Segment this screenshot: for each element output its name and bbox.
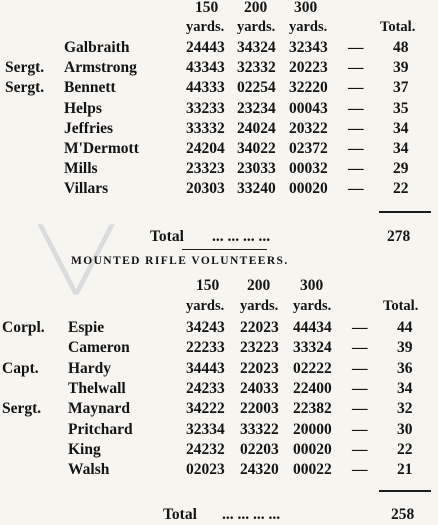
row-total: 37	[393, 79, 409, 97]
dash: —	[352, 379, 368, 397]
score-row	[0, 460, 438, 480]
dash: —	[348, 59, 364, 77]
shooter-name: Armstrong	[64, 59, 137, 77]
score-300: 20223	[289, 59, 328, 77]
header-300: 300	[294, 0, 318, 16]
score-150: 24204	[186, 140, 225, 157]
unit-150: yards.	[186, 298, 225, 314]
score-row	[0, 159, 438, 179]
score-150: 20303	[186, 180, 225, 198]
rank: Corpl.	[2, 319, 45, 336]
row-total: 34	[393, 140, 409, 157]
score-300: 22382	[293, 400, 332, 418]
score-150: 02023	[186, 461, 225, 479]
score-row	[0, 338, 438, 358]
unit-300: yards.	[293, 298, 332, 314]
row-total: 29	[393, 160, 409, 178]
dash: —	[352, 440, 368, 458]
shooter-name: Maynard	[68, 400, 130, 418]
shooter-name: M'Dermott	[64, 140, 139, 157]
rank: Sergt.	[5, 59, 45, 77]
total-header: Total.	[380, 19, 416, 35]
faint-watermark: ╲╱	[40, 227, 113, 293]
dash: —	[352, 319, 368, 336]
score-150: 33233	[186, 99, 225, 117]
score-150: 32334	[186, 420, 225, 438]
score-150: 33332	[186, 119, 225, 137]
dash: —	[348, 79, 364, 97]
score-300: 02372	[289, 140, 328, 157]
dash: —	[348, 180, 364, 198]
score-150: 23323	[186, 160, 225, 178]
shooter-name: King	[68, 440, 101, 458]
score-150: 43343	[186, 59, 225, 77]
dash: —	[348, 160, 364, 178]
score-300: 20000	[293, 420, 332, 438]
score-300: 32343	[289, 39, 328, 56]
row-total: 36	[397, 359, 413, 377]
dash: —	[352, 359, 368, 377]
score-200: 22023	[240, 359, 279, 377]
score-300: 00032	[289, 160, 328, 178]
score-row	[0, 58, 438, 78]
score-300: 44434	[293, 319, 332, 336]
unit-200: yards.	[237, 19, 276, 35]
header-200: 200	[247, 277, 271, 294]
section1-distance-header	[0, 0, 438, 18]
shooter-name: Pritchard	[68, 420, 133, 438]
row-total: 30	[397, 420, 413, 438]
score-150: 24232	[186, 440, 225, 458]
shooter-name: Galbraith	[64, 39, 130, 56]
score-300: 33324	[293, 339, 332, 357]
rank: Sergt.	[5, 79, 45, 97]
total-dots: ... ... ... ...	[222, 506, 281, 523]
section-separator	[182, 249, 267, 250]
section2-distance-header	[0, 276, 438, 296]
unit-300: yards.	[289, 19, 328, 35]
score-200: 23234	[237, 99, 276, 117]
total-value: 258	[391, 506, 415, 523]
row-total: 44	[397, 319, 413, 336]
shooter-name: Helps	[64, 99, 102, 117]
total-header: Total.	[383, 298, 419, 314]
score-200: 24024	[237, 119, 276, 137]
dash: —	[348, 99, 364, 117]
dash: —	[352, 420, 368, 438]
dash: —	[352, 400, 368, 418]
score-200: 34022	[237, 140, 276, 157]
score-row	[0, 119, 438, 139]
total-label: Total	[163, 506, 197, 523]
header-150: 150	[196, 277, 220, 294]
score-row	[0, 318, 438, 338]
total-label: Total	[150, 228, 184, 245]
score-200: 33240	[237, 180, 276, 198]
score-200: 24320	[240, 461, 279, 479]
score-row	[0, 99, 438, 119]
score-300: 00020	[289, 180, 328, 198]
score-150: 34222	[186, 400, 225, 418]
row-total: 39	[393, 59, 409, 77]
section2-total-line	[0, 505, 438, 525]
score-300: 22400	[293, 379, 332, 397]
shooter-name: Cameron	[68, 339, 130, 357]
score-300: 00022	[293, 461, 332, 479]
score-300: 32220	[289, 79, 328, 97]
row-total: 21	[397, 461, 413, 479]
dash: —	[348, 39, 364, 56]
score-300: 00020	[293, 440, 332, 458]
score-200: 23033	[237, 160, 276, 178]
score-150: 22233	[186, 339, 225, 357]
section1-total-line	[0, 227, 438, 247]
total-dots: ... ... ... ...	[212, 228, 271, 245]
rank: Sergt.	[2, 400, 42, 418]
score-300: 02222	[293, 359, 332, 377]
score-200: 34324	[237, 39, 276, 56]
dash: —	[352, 339, 368, 357]
score-row	[0, 440, 438, 460]
score-300: 20322	[289, 119, 328, 137]
row-total: 48	[393, 39, 409, 56]
score-row	[0, 78, 438, 98]
score-200: 22003	[240, 400, 279, 418]
shooter-name: Hardy	[68, 359, 112, 377]
shooter-name: Walsh	[68, 461, 110, 479]
row-total: 22	[397, 440, 413, 458]
rank: Capt.	[2, 359, 39, 377]
score-150: 44333	[186, 79, 225, 97]
row-total: 39	[397, 339, 413, 357]
dash: —	[352, 461, 368, 479]
score-200: 32332	[237, 59, 276, 77]
score-150: 34443	[186, 359, 225, 377]
header-150: 150	[195, 0, 219, 16]
shooter-name: Jeffries	[64, 119, 114, 137]
shooter-name: Thelwall	[68, 379, 126, 397]
score-200: 24033	[240, 379, 279, 397]
dash: —	[348, 119, 364, 137]
score-row	[0, 420, 438, 440]
section1-total-rule	[379, 211, 431, 213]
score-200: 23223	[240, 339, 279, 357]
shooter-name: Bennett	[64, 79, 116, 97]
row-total: 34	[397, 379, 413, 397]
score-200: 02203	[240, 440, 279, 458]
row-total: 35	[393, 99, 409, 117]
score-row	[0, 139, 438, 159]
unit-200: yards.	[240, 298, 279, 314]
score-row	[0, 359, 438, 379]
score-150: 34243	[186, 319, 225, 336]
row-total: 34	[393, 119, 409, 137]
unit-150: yards.	[186, 19, 225, 35]
dash: —	[348, 140, 364, 157]
section2-unit-header	[0, 296, 438, 316]
score-row	[0, 179, 438, 199]
score-200: 22023	[240, 319, 279, 336]
section2-title: MOUNTED RIFLE VOLUNTEERS.	[71, 255, 289, 267]
shooter-name: Espie	[68, 319, 105, 336]
section1-unit-header	[0, 17, 438, 37]
score-row	[0, 379, 438, 399]
shooter-name: Mills	[64, 160, 98, 178]
score-200: 02254	[237, 79, 276, 97]
score-row	[0, 399, 438, 419]
score-200: 33322	[240, 420, 279, 438]
section2-total-rule	[379, 490, 431, 492]
header-200: 200	[244, 0, 268, 16]
row-total: 32	[397, 400, 413, 418]
total-value: 278	[387, 228, 411, 245]
shooter-name: Villars	[64, 180, 109, 198]
row-total: 22	[393, 180, 409, 198]
header-300: 300	[300, 277, 324, 294]
score-row	[0, 38, 438, 58]
score-150: 24233	[186, 379, 225, 397]
score-300: 00043	[289, 99, 328, 117]
score-150: 24443	[186, 39, 225, 56]
